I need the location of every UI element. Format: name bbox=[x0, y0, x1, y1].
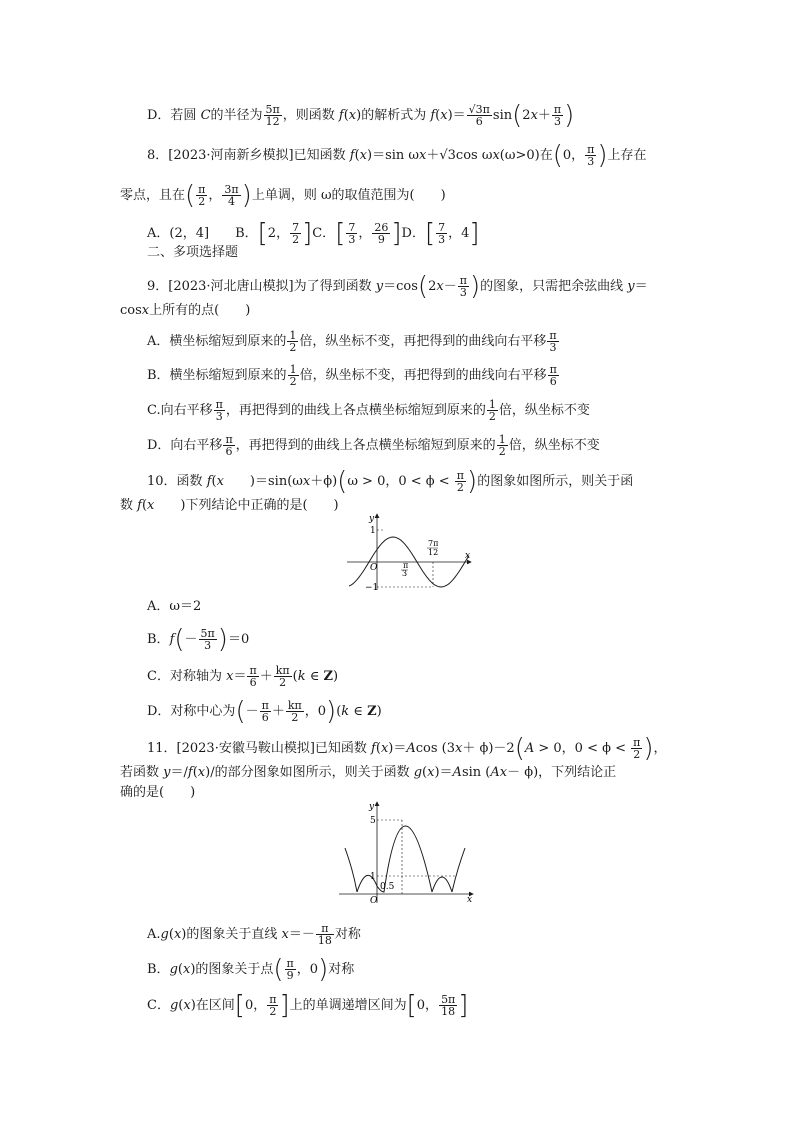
q8-stem-line2: 零点，且在( $\frac{\pi}{2}$ ， $\frac{3\pi}{4}$ )上单调，则 ω的取值范围为( ) bbox=[120, 180, 446, 211]
q10-stem-line2: 数 f(x )下列结论中正确的是( ) bbox=[120, 498, 339, 513]
q10-option-d: D．对称中心为(－ $\frac{\pi}{6}$ ＋ $\frac{k\pi}{2}$ ，0)(k ∈ Z) bbox=[147, 696, 382, 727]
q9-option-b: B．横坐标缩短到原来的 $\frac{1}{2}$ 倍，纵坐标不变，再把得到的曲线向右平移 $\frac{\pi}{6}$ bbox=[147, 363, 557, 388]
q10-option-c: C．对称轴为 x＝ $\frac{\pi}{6}$ ＋ $\frac{k\pi}{2}$ (k ∈ Z) bbox=[147, 664, 339, 689]
q10-sine-graph bbox=[345, 512, 475, 592]
q9-option-d: D．向右平移 $\frac{\pi}{6}$ ，再把得到的曲线上各点横坐标缩短到原来的 $\frac{1}{2}$ 倍，纵坐标不变 bbox=[147, 433, 600, 458]
tick-1: 1 bbox=[370, 872, 376, 882]
q10-option-a: A．ω＝2 bbox=[147, 599, 202, 614]
x-label: x bbox=[465, 551, 471, 561]
q10-stem-line1: 10．函数 f(x )＝sin(ωx＋ϕ)(ω > 0，0 < ϕ < $\frac{\pi}{2}$ )的图象如图所示，则关于函 bbox=[147, 466, 634, 497]
q9-stem-line2: cosx上所有的点( ) bbox=[120, 303, 251, 318]
q11-option-b: B．g(x)的图象关于点( $\frac{\pi}{9}$ ，0)对称 bbox=[147, 954, 355, 985]
tick-5: 5 bbox=[370, 816, 376, 826]
q9-option-a: A．横坐标缩短到原来的 $\frac{1}{2}$ 倍，纵坐标不变，再把得到的曲线向右平移 $\frac{\pi}{3}$ bbox=[147, 329, 557, 354]
q8-options: A．(2，4] B．[2， $\frac{7}{2}$ ]C．[ $\frac{7}{3}$ ， $\frac{26}{9}$ ]D．[ $\frac{7}{3}$ ，4] bbox=[147, 218, 480, 249]
tick-7pi-12: 7π 12 bbox=[428, 539, 439, 557]
section-heading: 二、多项选择题 bbox=[147, 245, 239, 260]
tick-1: 1 bbox=[370, 526, 376, 536]
tick-minus1: −1 bbox=[365, 583, 379, 592]
origin-label: O bbox=[370, 563, 378, 573]
q11-stem-line1: 11．[2023·安徽马鞍山模拟]已知函数 f(x)＝Acos (3x＋ ϕ)－2(A > 0，0 < ϕ < $\frac{\pi}{2}$ )， bbox=[147, 733, 667, 764]
y-label: y bbox=[369, 514, 375, 524]
q11-stem-line2: 若函数 y＝/f(x)/的部分图象如图所示，则关于函数 g(x)＝Asin (Ax－ ϕ)，下列结论正 bbox=[120, 765, 617, 780]
tick-pi-3: π 3 bbox=[402, 561, 409, 578]
y-label: y bbox=[369, 802, 375, 812]
q9-option-c: C.向右平移 $\frac{\pi}{3}$ ，再把得到的曲线上各点横坐标缩短到原来的 $\frac{1}{2}$ 倍，纵坐标不变 bbox=[147, 398, 590, 423]
q8-stem-line1: 8．[2023·河南新乡模拟]已知函数 f(x)＝sin ωx＋√3cos ωx(ω>0)在(0， $\frac{\pi}{3}$ )上存在 bbox=[147, 140, 647, 171]
left-outer-arc bbox=[345, 848, 357, 892]
x-label: x bbox=[467, 895, 473, 905]
q9-stem-line1: 9．[2023·河北唐山模拟]为了得到函数 y＝cos(2x－ $\frac{\pi}{3}$ )的图象，只需把余弦曲线 y＝ bbox=[147, 271, 648, 302]
origin-label: O bbox=[370, 896, 378, 905]
q7-option-d: D．若圆 C的半径为 $\frac{5\pi}{12}$ ，则函数 f(x)的解析式为 f(x)＝ $\frac{√3\pi}{6}$ sin(2x＋ $\frac{\pi}{3}$ ) bbox=[147, 100, 575, 131]
tick-0-5: 0.5 bbox=[380, 882, 395, 892]
q11-stem-line3: 确的是( ) bbox=[120, 785, 196, 800]
q10-option-b: B．f(－ $\frac{5\pi}{3}$ )＝0 bbox=[147, 624, 250, 655]
right-outer-arc bbox=[452, 848, 465, 892]
small-hump bbox=[432, 877, 452, 892]
q11-option-c: C．g(x)在区间[0， $\frac{\pi}{2}$ ]上的单调递增区间为[0， $\frac{5\pi}{18}$ ] bbox=[147, 990, 469, 1021]
q11-abs-graph bbox=[337, 800, 477, 905]
q11-option-a: A.g(x)的图象关于直线 x＝－ $\frac{\pi}{18}$ 对称 bbox=[147, 922, 361, 947]
